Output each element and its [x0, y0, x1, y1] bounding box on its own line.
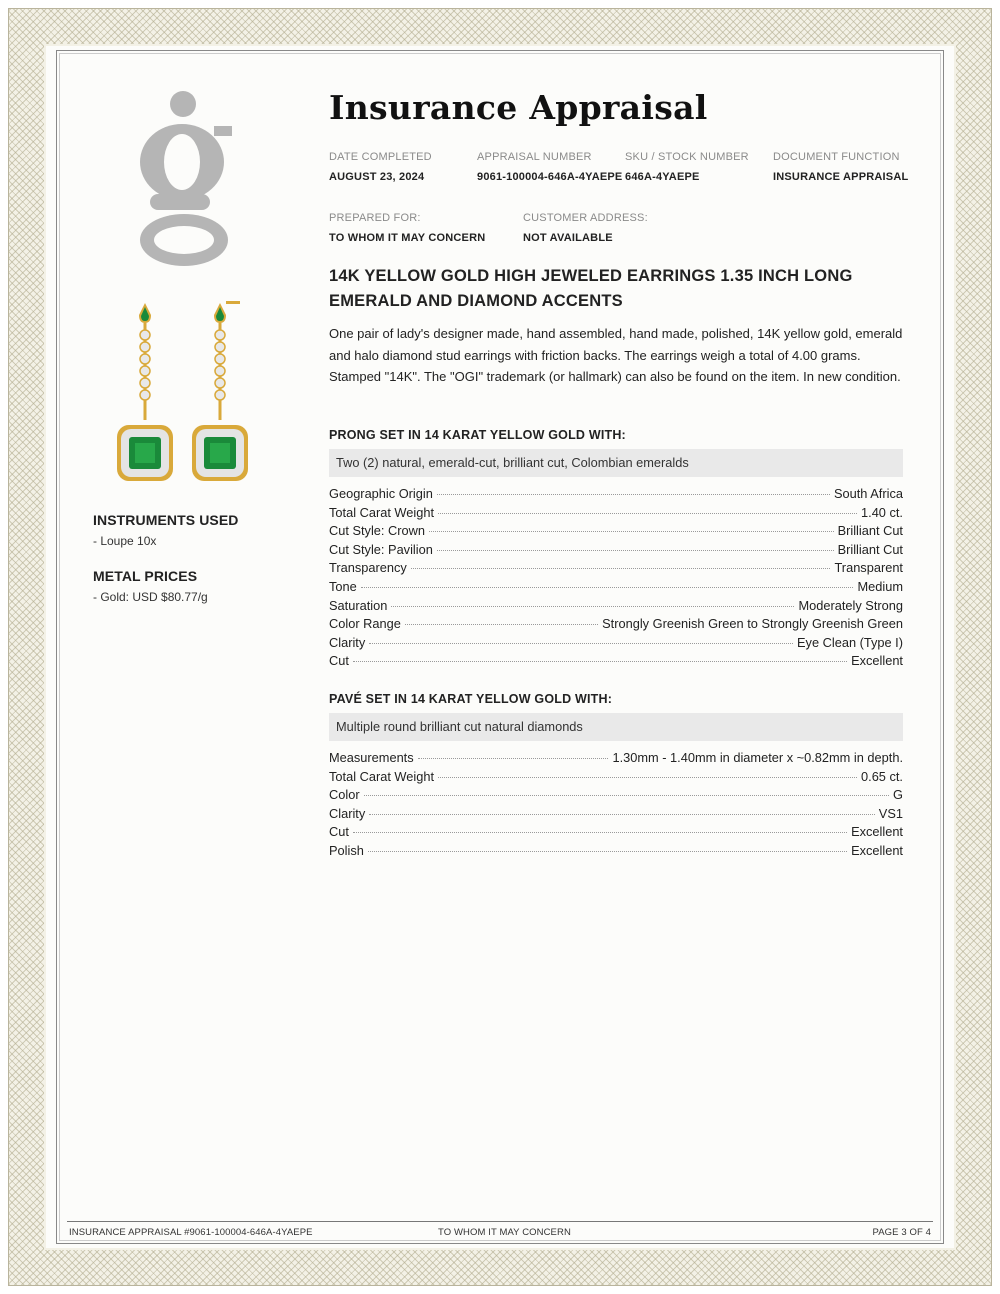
detail-key: Clarity	[329, 805, 366, 821]
meta-prepared-for	[329, 212, 485, 244]
detail-row	[329, 824, 903, 843]
detail-row	[329, 523, 903, 542]
detail-key: Total Carat Weight	[329, 768, 435, 784]
meta-label: PREPARED FOR:	[329, 212, 421, 224]
detail-key: Color	[329, 787, 360, 803]
detail-value: Brilliant Cut	[837, 523, 903, 539]
detail-key: Tone	[329, 578, 357, 594]
diamond-summary: Multiple round brilliant cut natural diamonds	[329, 713, 903, 741]
diamond-section-heading: PAVÉ SET IN 14 KARAT YELLOW GOLD WITH:	[329, 692, 613, 706]
instruments-item: - Loupe 10x	[93, 534, 157, 548]
detail-value: Medium	[857, 578, 903, 594]
detail-key: Polish	[329, 842, 364, 858]
detail-key: Color Range	[329, 616, 401, 632]
meta-value: NOT AVAILABLE	[523, 232, 613, 244]
metal-prices-item: - Gold: USD $80.77/g	[93, 590, 208, 604]
detail-row	[329, 505, 903, 524]
detail-row	[329, 806, 903, 825]
detail-row	[329, 542, 903, 561]
detail-key: Total Carat Weight	[329, 504, 435, 520]
detail-value: 0.65 ct.	[861, 768, 903, 784]
page-title: Insurance Appraisal	[329, 88, 708, 127]
left-earring	[117, 303, 173, 481]
meta-value: INSURANCE APPRAISAL	[773, 171, 909, 183]
meta-customer-address	[523, 212, 648, 244]
title-area	[329, 86, 903, 130]
ogi-g-logo-icon	[110, 82, 260, 282]
meta-appraisal-number	[477, 151, 622, 183]
detail-key: Measurements	[329, 750, 414, 765]
right-earring	[192, 301, 248, 481]
detail-row	[329, 653, 903, 672]
detail-value: G	[893, 787, 903, 803]
detail-row	[329, 843, 903, 862]
detail-row	[329, 598, 903, 617]
detail-value: VS1	[878, 805, 903, 821]
detail-row	[329, 787, 903, 806]
detail-value: 1.30mm - 1.40mm in diameter x ~0.82mm in depth.	[612, 750, 903, 765]
emerald-details	[329, 486, 903, 672]
detail-value: 1.40 ct.	[861, 504, 903, 520]
earrings-photo	[100, 295, 270, 495]
diamond-details	[329, 750, 903, 862]
meta-date	[329, 151, 432, 183]
footer-center: TO WHOM IT MAY CONCERN	[438, 1227, 571, 1238]
detail-key: Saturation	[329, 597, 388, 613]
meta-value: AUGUST 23, 2024	[329, 171, 425, 183]
instruments-heading: INSTRUMENTS USED	[93, 512, 239, 528]
footer-page-number: PAGE 3 OF 4	[872, 1227, 931, 1238]
detail-key: Clarity	[329, 634, 366, 650]
detail-value: Excellent	[851, 653, 903, 669]
detail-key: Geographic Origin	[329, 486, 433, 501]
detail-row	[329, 769, 903, 788]
meta-label: SKU / STOCK NUMBER	[625, 151, 749, 163]
meta-label: DATE COMPLETED	[329, 151, 432, 163]
detail-key: Cut Style: Crown	[329, 523, 426, 539]
item-title: 14K YELLOW GOLD HIGH JEWELED EARRINGS 1.35 INCH LONG EMERALD AND DIAMOND ACCENTS	[329, 267, 853, 310]
detail-key: Cut	[329, 653, 349, 669]
meta-sku	[625, 151, 749, 183]
meta-value: 646A-4YAEPE	[625, 171, 700, 183]
meta-label: DOCUMENT FUNCTION	[773, 151, 900, 163]
detail-value: South Africa	[833, 486, 903, 501]
emerald-summary: Two (2) natural, emerald-cut, brilliant cut, Colombian emeralds	[329, 449, 903, 477]
detail-value: Excellent	[851, 824, 903, 840]
detail-value: Brilliant Cut	[837, 541, 903, 557]
detail-row	[329, 579, 903, 598]
metal-prices-heading: METAL PRICES	[93, 568, 198, 584]
detail-key: Cut Style: Pavilion	[329, 541, 433, 557]
item-description: One pair of lady's designer made, hand assembled, hand made, polished, 14K yellow gold, emerald and halo diamond stud earrings with friction backs. The earrings weigh a total of 4.00 grams. Stamped "14K". The "OGI" trademark (or hallmark) can also be found on the item. In new condition.	[329, 326, 903, 384]
meta-function	[773, 151, 908, 183]
detail-row	[329, 616, 903, 635]
detail-value: Moderately Strong	[798, 597, 903, 613]
detail-key: Transparency	[329, 560, 407, 576]
detail-value: Transparent	[834, 560, 903, 576]
meta-value: 9061-100004-646A-4YAEPE	[477, 171, 623, 183]
detail-key: Cut	[329, 824, 349, 840]
emerald-section-heading: PRONG SET IN 14 KARAT YELLOW GOLD WITH:	[329, 428, 626, 442]
meta-label: CUSTOMER ADDRESS:	[523, 212, 648, 224]
detail-row	[329, 560, 903, 579]
detail-row	[329, 486, 903, 505]
detail-row	[329, 750, 903, 769]
footer-left: INSURANCE APPRAISAL #9061-100004-646A-4YAEPE	[69, 1227, 313, 1238]
detail-value: Excellent	[851, 842, 903, 858]
sidebar	[93, 512, 293, 624]
detail-row	[329, 635, 903, 654]
page-footer	[67, 1221, 933, 1240]
meta-label: APPRAISAL NUMBER	[477, 151, 592, 163]
meta-value: TO WHOM IT MAY CONCERN	[329, 232, 486, 244]
detail-value: Strongly Greenish Green to Strongly Greenish Green	[602, 616, 903, 632]
detail-value: Eye Clean (Type I)	[797, 634, 903, 650]
